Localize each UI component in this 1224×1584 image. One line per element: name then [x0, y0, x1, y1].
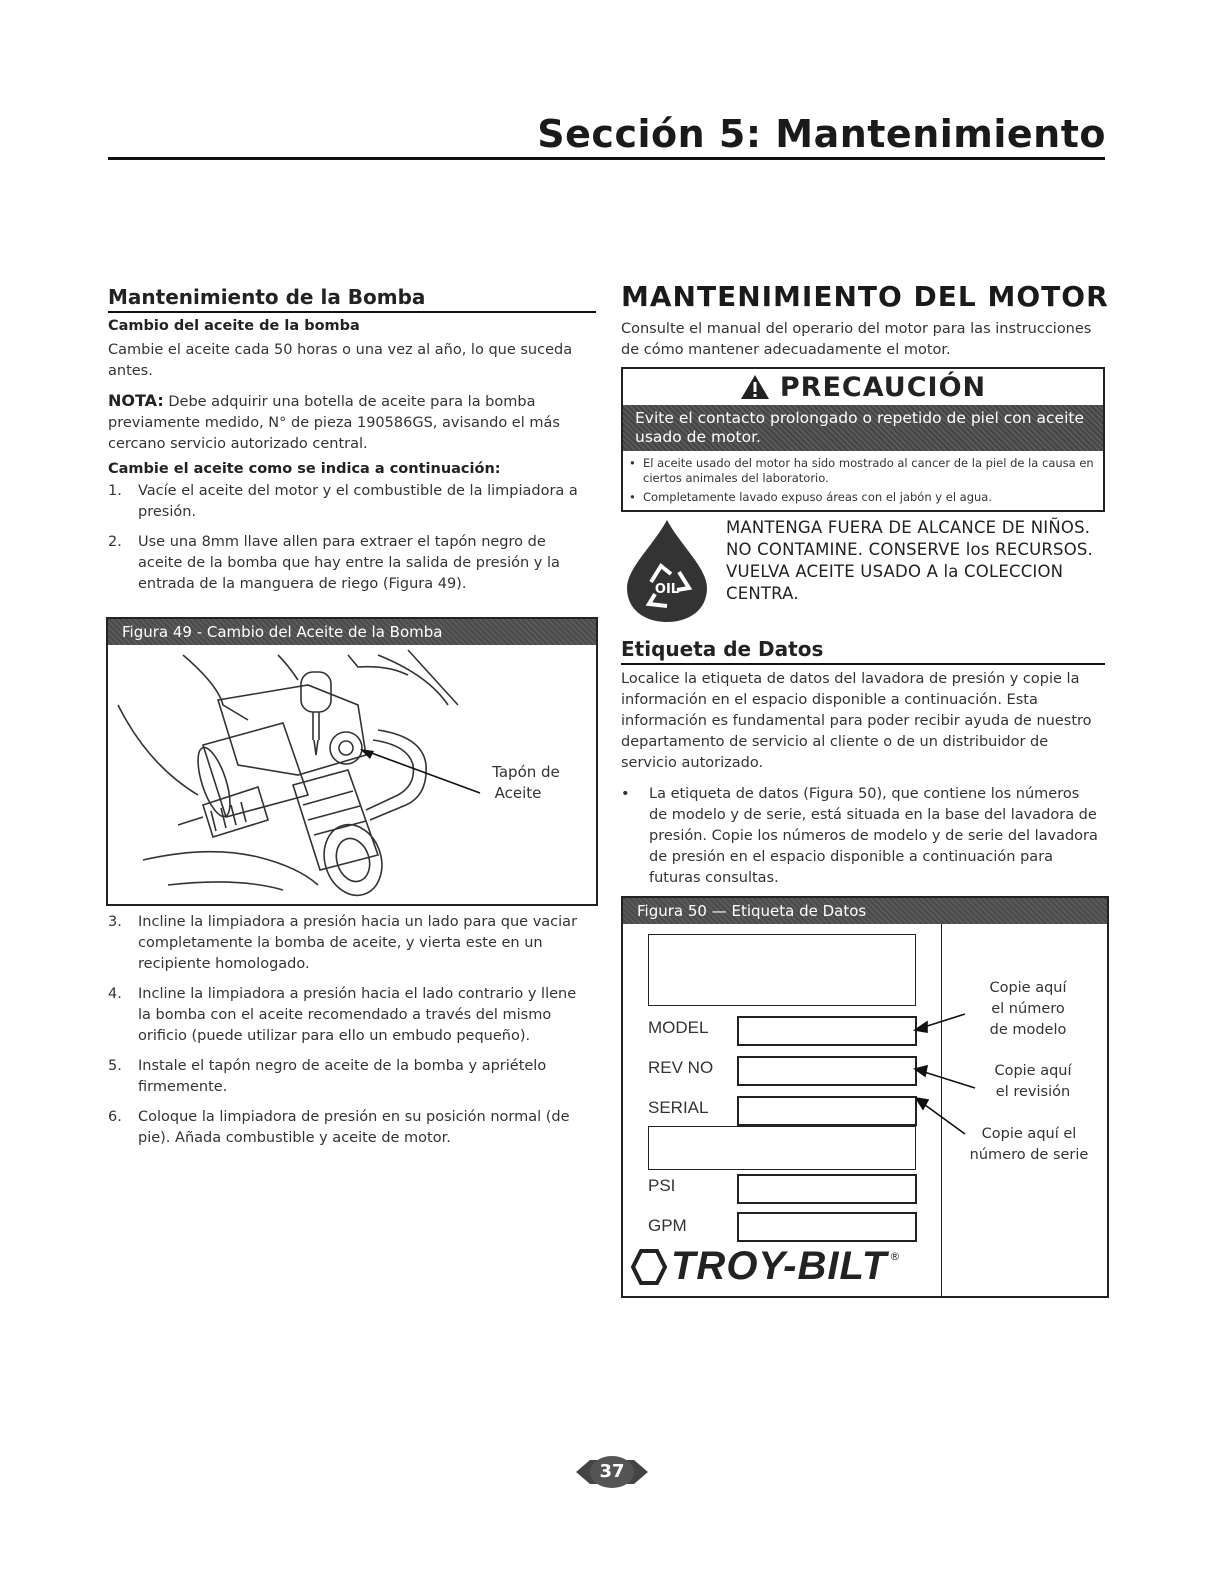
step-text: Use una 8mm llave allen para extraer el tapón negro de aceite de la bomba que hay entre la salida de presión y la entrada de la manguera de riego (Figura 49).	[138, 534, 560, 592]
data-label-heading: Etiqueta de Datos	[621, 637, 824, 661]
motor-maintenance-text: Consulte el manual del operario del motor para las instrucciones de cómo mantener adecuadamente el motor.	[621, 321, 1092, 358]
list-item: • Completamente lavado expuso áreas con el jabón y el agua.	[629, 490, 993, 504]
blank-area-middle	[648, 1126, 916, 1170]
list-item	[108, 532, 588, 595]
caution-bar: Evite el contacto prolongado o repetido de piel con aceite usado de motor.	[623, 405, 1103, 451]
figure-50-caption: Figura 50 — Etiqueta de Datos	[623, 898, 1107, 924]
caution-title-row	[623, 369, 1103, 405]
model-label: MODEL	[648, 1018, 709, 1037]
psi-field[interactable]	[737, 1174, 917, 1204]
data-label-heading-rule	[621, 663, 1105, 665]
pump-oil-change-subheading: Cambio del aceite de la bomba	[108, 318, 360, 334]
figure-49-caption: Figura 49 - Cambio del Aceite de la Bomba	[108, 619, 596, 645]
steps-list-a	[108, 481, 588, 595]
model-field[interactable]	[737, 1016, 917, 1046]
data-label-bullet-text: La etiqueta de datos (Figura 50), que contiene los números de modelo y de serie, está situada en la base del lavadora de presión. Copie los números de modelo y de serie del lavadora de presión en el espacio disponible a continuación para futuras consultas.	[649, 786, 1098, 886]
blank-area-top	[648, 934, 916, 1006]
title-rule	[108, 157, 1105, 160]
step-number: 1.	[108, 483, 122, 499]
pump-illustration	[108, 645, 596, 904]
note-model-line: el número	[991, 1001, 1065, 1017]
rev-label: REV NO	[648, 1058, 714, 1077]
caution-title: PRECAUCIÓN	[779, 371, 987, 403]
list-item	[108, 1107, 588, 1149]
list-item	[108, 1056, 588, 1098]
psi-label: PSI	[648, 1176, 676, 1195]
figure-49	[106, 617, 598, 906]
registered-mark: ®	[889, 1250, 901, 1263]
step-number: 3.	[108, 914, 122, 930]
note-rev	[968, 1061, 1098, 1103]
step-number: 6.	[108, 1109, 122, 1125]
note-serial-line: número de serie	[969, 1147, 1089, 1163]
note-model	[963, 978, 1093, 1041]
note-model-line: de modelo	[989, 1022, 1067, 1038]
step-text: Incline la limpiadora a presión hacia un lado para que vaciar completamente la bomba de aceite, y vierta este en un recipiente homologado.	[138, 914, 578, 972]
pump-oil-steps-subheading: Cambie el aceite como se indica a continuación:	[108, 461, 501, 477]
motor-maintenance-heading: MANTENIMIENTO DEL MOTOR	[621, 280, 1109, 313]
note-text: Debe adquirir una botella de aceite para la bomba previamente medido, N° de pieza 190586GS, avisando el más cercano servicio autorizado central.	[108, 394, 560, 452]
pump-note	[108, 390, 588, 455]
warning-icon	[740, 373, 770, 401]
page-number-badge	[576, 1455, 648, 1489]
figure-50	[621, 896, 1109, 1298]
data-label-text: Localice la etiqueta de datos del lavadora de presión y copie la información en el espacio disponible a continuación. Esta información es fundamental para poder recibir ayuda de nuestro departamento de servicio al cliente o de un distribuidor de servicio autorizado.	[621, 671, 1092, 771]
step-number: 4.	[108, 986, 122, 1002]
caution-bullet-text: El aceite usado del motor ha sido mostrado al cancer de la piel de la causa en ciertos animales del laboratorio.	[643, 456, 1094, 485]
rev-field[interactable]	[737, 1056, 917, 1086]
recycle-notice: MANTENGA FUERA DE ALCANCE DE NIÑOS. NO CONTAMINE. CONSERVE los RECURSOS. VUELVA ACEITE USADO A la COLECCION CENTRA.	[726, 518, 1093, 603]
step-text: Vacíe el aceite del motor y el combustible de la limpiadora a presión.	[138, 483, 578, 520]
list-item	[108, 984, 588, 1047]
step-text: Incline la limpiadora a presión hacia el lado contrario y llene la bomba con el aceite recomendado a través del mismo orificio (puede utilizar para ello un embudo pequeño).	[138, 986, 577, 1044]
note-label: NOTA:	[108, 391, 164, 410]
step-text: Coloque la limpiadora de presión en su posición normal (de pie). Añada combustible y aceite de motor.	[138, 1109, 570, 1146]
oil-recycle-icon	[621, 516, 713, 624]
logo-emblem-icon	[627, 1247, 671, 1287]
note-rev-line: el revisión	[995, 1084, 1071, 1100]
note-serial-line: Copie aquí el	[981, 1126, 1077, 1142]
pump-heading-rule	[108, 311, 596, 313]
gpm-label: GPM	[648, 1216, 687, 1235]
pump-maintenance-heading: Mantenimiento de la Bomba	[108, 285, 426, 309]
caution-bullets	[623, 451, 1103, 505]
page-number: 37	[599, 1461, 625, 1482]
pump-oil-interval-text: Cambie el aceite cada 50 horas o una vez al año, lo que suceda antes.	[108, 342, 573, 379]
note-serial	[958, 1124, 1100, 1166]
list-item	[108, 481, 588, 523]
oil-label: OIL	[654, 582, 680, 597]
gpm-field[interactable]	[737, 1212, 917, 1242]
callout-line-1: Tapón de	[492, 763, 560, 781]
data-label-bullet: • La etiqueta de datos (Figura 50), que contiene los números de modelo y de serie, está situada en la base del lavadora de presión. Copie los números de modelo y de serie del lavadora de presión en el espacio disponible a continuación para futuras consultas.	[621, 784, 1101, 889]
note-rev-line: Copie aquí	[994, 1063, 1072, 1079]
serial-label: SERIAL	[648, 1098, 709, 1117]
note-model-line: Copie aquí	[989, 980, 1067, 996]
caution-box	[621, 367, 1105, 512]
pump-section	[108, 318, 588, 604]
logo-text: TROY-BILT	[671, 1244, 888, 1288]
step-number: 2.	[108, 534, 122, 550]
troy-bilt-logo	[627, 1244, 900, 1289]
steps-list-b	[108, 912, 588, 1158]
list-item: • El aceite usado del motor ha sido mostrado al cancer de la piel de la causa en ciertos animales del laboratorio.	[629, 456, 1097, 486]
caution-bullet-text: Completamente lavado expuso áreas con el jabón y el agua.	[643, 490, 993, 504]
step-text: Instale el tapón negro de aceite de la bomba y apriételo firmemente.	[138, 1058, 547, 1095]
serial-field[interactable]	[737, 1096, 917, 1126]
page-title: Sección 5: Mantenimiento	[537, 112, 1106, 156]
list-item	[108, 912, 588, 975]
step-number: 5.	[108, 1058, 122, 1074]
callout-line-2: Aceite	[494, 784, 542, 802]
